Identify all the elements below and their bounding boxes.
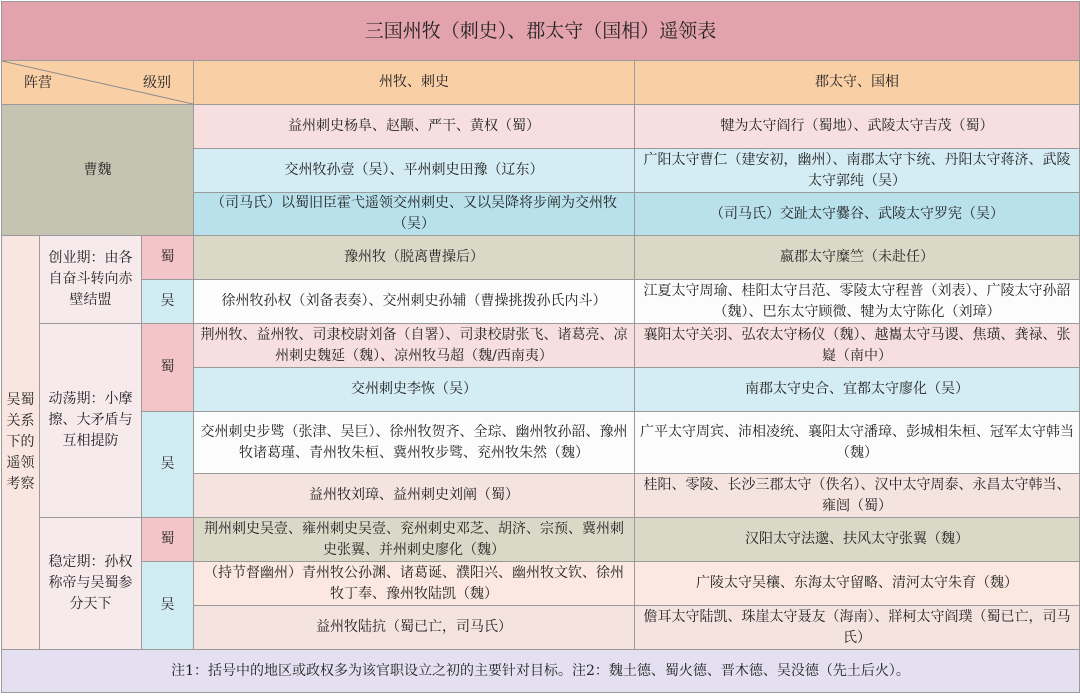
faction-wei: 曹魏 [2,105,194,236]
phase-founding: 创业期：由各自奋斗转向赤壁结盟 [40,236,142,324]
p1-shu-zhou: 豫州牧（脱离曹操后） [194,236,635,280]
header-faction: 阵营 [24,75,52,91]
header-jun: 郡太守、国相 [635,61,1080,105]
p1-wu-jun: 江夏太守周瑜、桂阳太守吕范、零陵太守程普（刘表）、广陵太守孙韶（魏）、巴东太守顾微、犍为太守陈化（刘璋） [635,280,1080,324]
side-shu: 蜀 [142,236,194,280]
p3-wu-zhou-2: 益州牧陆抗（蜀已亡，司马氏） [194,606,635,650]
side-wu: 吴 [142,412,194,518]
official-table [1,1,1080,693]
p2-shu-jun-2: 南郡太守史合、宜都太守廖化（吴） [635,368,1080,412]
p1-wu-zhou: 徐州牧孙权（刘备表奏）、交州刺史孙辅（曹操挑拨孙氏内斗） [194,280,635,324]
p2-wu-jun-2: 桂阳、零陵、长沙三郡太守（佚名）、汉中太守周泰、永昌太守韩当、雍闿（蜀） [635,474,1080,518]
p3-wu-jun-2: 儋耳太守陆凯、珠崖太守聂友（海南）、牂柯太守阎璞（蜀已亡，司马氏） [635,606,1080,650]
p3-wu-zhou-1: （持节督幽州）青州牧公孙渊、诸葛诞、濮阳兴、幽州牧文钦、徐州牧丁奉、豫州牧陆凯（魏） [194,562,635,606]
side-wu: 吴 [142,562,194,650]
table-title: 三国州牧（刺史）、郡太守（国相）遥领表 [2,2,1080,61]
header-corner [2,61,194,105]
wei-zhou-3: （司马氏）以蜀旧臣霍弋遥领交州刺史、又以吴降将步阐为交州牧（吴） [194,193,635,236]
side-shu: 蜀 [142,324,194,412]
header-zhou: 州牧、刺史 [194,61,635,105]
wei-zhou-2: 交州牧孙壹（吴）、平州刺史田豫（辽东） [194,149,635,193]
p2-wu-jun-1: 广平太守周宾、沛相凌统、襄阳太守潘璋、彭城相朱桓、冠军太守韩当（魏） [635,412,1080,474]
p2-wu-zhou-2: 益州牧刘璋、益州刺史刘阐（蜀） [194,474,635,518]
p1-shu-jun: 嬴郡太守糜竺（未赴任） [635,236,1080,280]
side-wu: 吴 [142,280,194,324]
wei-jun-3: （司马氏）交趾太守爨谷、武陵太守罗宪（吴） [635,193,1080,236]
side-shu: 蜀 [142,518,194,562]
wei-jun-2: 广阳太守曹仁（建安初，幽州）、南郡太守卞统、丹阳太守蒋济、武陵太守郭纯（吴） [635,149,1080,193]
phase-turbulent: 动荡期：小摩擦、大矛盾与互相提防 [40,324,142,518]
p2-shu-jun-1: 襄阳太守关羽、弘农太守杨仪（魏）、越巂太守马谡、焦璜、龚禄、张嶷（南中） [635,324,1080,368]
p2-shu-zhou-2: 交州刺史李恢（吴） [194,368,635,412]
p2-wu-zhou-1: 交州刺史步骘（张津、吴巨）、徐州牧贺齐、全琮、幽州牧孙韶、豫州牧诸葛瑾、青州牧朱桓、冀州牧步骘、兖州牧朱然（魏） [194,412,635,474]
p2-shu-zhou-1: 荆州牧、益州牧、司隶校尉刘备（自署）、司隶校尉张飞、诸葛亮、凉州刺史魏延（魏）、凉州牧马超（魏/西南夷） [194,324,635,368]
phase-stable: 稳定期：孙权称帝与吴蜀参分天下 [40,518,142,650]
faction-wushu: 吴蜀关系下的遥领考察 [2,236,40,650]
header-level: 级别 [143,75,171,91]
wei-jun-1: 犍为太守阎行（蜀地）、武陵太守吉茂（蜀） [635,105,1080,149]
p3-shu-jun: 汉阳太守法邈、扶风太守张翼（魏） [635,518,1080,562]
footnote: 注1：括号中的地区或政权多为该官职设立之初的主要针对目标。注2：魏土德、蜀火德、晋木德、吴没德（先土后火）。 [2,650,1080,693]
p3-shu-zhou: 荆州刺史吴壹、雍州刺史吴壹、兖州刺史邓芝、胡济、宗预、冀州刺史张翼、并州刺史廖化（魏） [194,518,635,562]
p3-wu-jun-1: 广陵太守吴穰、东海太守留略、清河太守朱育（魏） [635,562,1080,606]
wei-zhou-1: 益州刺史杨阜、赵颙、严干、黄权（蜀） [194,105,635,149]
